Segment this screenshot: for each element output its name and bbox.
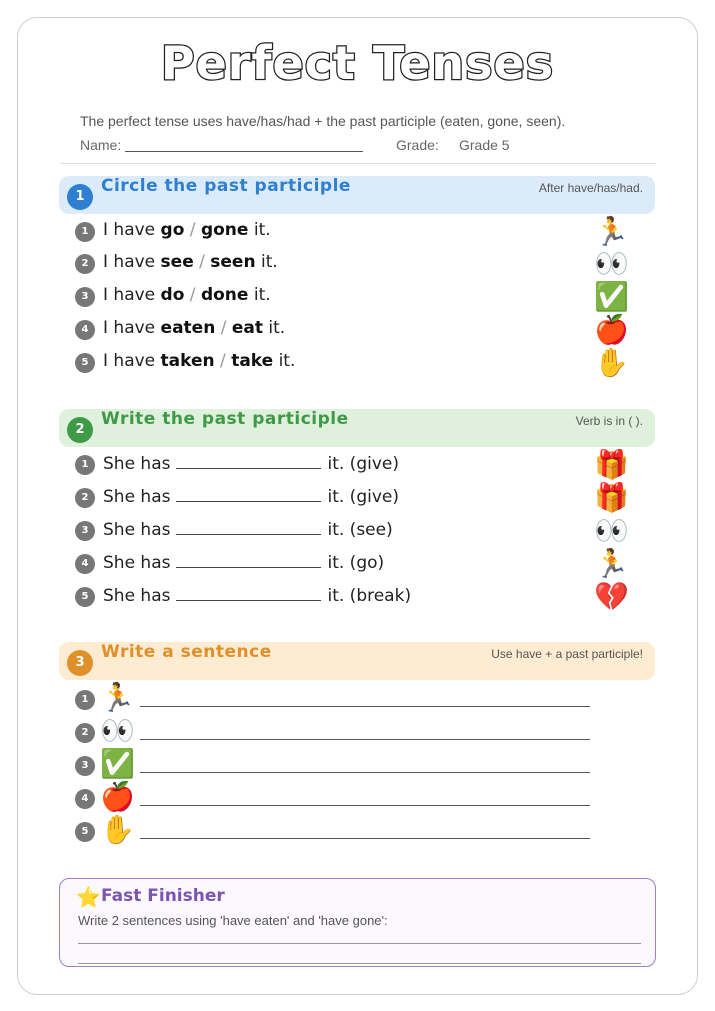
item-sentence	[103, 252, 278, 272]
answer-blank[interactable]	[176, 486, 321, 502]
choice-separator: /	[214, 351, 232, 371]
choice-b[interactable]: done	[200, 285, 249, 305]
answer-blank[interactable]	[176, 585, 321, 601]
choice-a[interactable]: go	[160, 220, 185, 240]
name-label: Name:	[80, 137, 122, 153]
item-number: 5	[75, 822, 95, 842]
item-sentence	[103, 318, 285, 338]
choice-a[interactable]: see	[160, 252, 194, 272]
sentence-end: it.	[263, 318, 286, 338]
sentence-end: it.	[255, 252, 278, 272]
sentence-end: it. (give)	[327, 454, 399, 474]
eyes-icon: 👀	[594, 514, 629, 547]
finisher-title: Fast Finisher	[101, 886, 225, 906]
section-title: Write a sentence	[101, 642, 272, 662]
sentence-start: She has	[103, 553, 171, 573]
sentence-end: it. (give)	[327, 487, 399, 507]
item-sentence	[103, 285, 271, 305]
choice-a[interactable]: eaten	[160, 318, 216, 338]
section-1-header	[59, 176, 655, 214]
sentence-end: it. (break)	[327, 586, 412, 606]
choice-separator: /	[193, 252, 211, 272]
item-number: 2	[75, 254, 95, 274]
item-number: 4	[75, 320, 95, 340]
section-hint: Use have + a past participle!	[491, 647, 643, 661]
item-number: 2	[75, 723, 95, 743]
section-3-header	[59, 642, 655, 680]
item-number: 1	[75, 222, 95, 242]
sentence-end: it. (go)	[327, 553, 385, 573]
sentence-start: She has	[103, 454, 171, 474]
choice-a[interactable]: taken	[160, 351, 215, 371]
sentence-start: I have	[103, 351, 161, 371]
grade-value: Grade 5	[459, 137, 510, 153]
choice-a[interactable]: do	[160, 285, 185, 305]
apple-icon: 🍎	[100, 780, 135, 813]
star-icon: ⭐	[76, 885, 101, 909]
answer-blank[interactable]	[176, 552, 321, 568]
check-mark-icon: ✅	[100, 747, 135, 780]
sentence-start: She has	[103, 586, 171, 606]
section-2-header	[59, 409, 655, 447]
item-number: 3	[75, 756, 95, 776]
item-sentence	[103, 453, 399, 474]
item-sentence	[103, 486, 399, 507]
choice-b[interactable]: take	[231, 351, 274, 371]
finisher-answer-line[interactable]	[78, 963, 641, 964]
section-title: Circle the past participle	[101, 176, 351, 196]
item-number: 2	[75, 488, 95, 508]
section-hint: After have/has/had.	[538, 181, 643, 195]
finisher-answer-line[interactable]	[78, 943, 641, 944]
item-number: 1	[75, 690, 95, 710]
item-sentence	[103, 552, 384, 573]
sentence-answer-line[interactable]	[140, 772, 590, 773]
choice-b[interactable]: gone	[200, 220, 249, 240]
sentence-start: I have	[103, 318, 161, 338]
section-number: 2	[67, 417, 93, 443]
sentence-start: I have	[103, 252, 161, 272]
sentence-end: it.	[248, 220, 271, 240]
eyes-icon: 👀	[100, 714, 135, 747]
sentence-start: I have	[103, 220, 161, 240]
sentence-end: it.	[248, 285, 271, 305]
item-number: 4	[75, 554, 95, 574]
item-number: 5	[75, 587, 95, 607]
running-person-icon: 🏃	[594, 215, 629, 248]
sentence-answer-line[interactable]	[140, 706, 590, 707]
sentence-start: I have	[103, 285, 161, 305]
section-number: 1	[67, 184, 93, 210]
answer-blank[interactable]	[176, 453, 321, 469]
grade-label: Grade:	[396, 137, 439, 153]
check-mark-icon: ✅	[594, 280, 629, 313]
item-number: 3	[75, 521, 95, 541]
item-sentence	[103, 220, 271, 240]
hand-icon: ✋	[100, 813, 135, 846]
running-person-icon: 🏃	[100, 681, 135, 714]
item-sentence	[103, 585, 411, 606]
sentence-end: it. (see)	[327, 520, 393, 540]
gift-icon: 🎁	[594, 481, 629, 514]
item-sentence	[103, 519, 393, 540]
choice-separator: /	[215, 318, 232, 338]
answer-blank[interactable]	[176, 519, 321, 535]
item-number: 3	[75, 287, 95, 307]
choice-b[interactable]: eat	[231, 318, 263, 338]
choice-separator: /	[184, 220, 201, 240]
item-number: 1	[75, 455, 95, 475]
item-number: 4	[75, 789, 95, 809]
intro-text: The perfect tense uses have/has/had + the past participle (eaten, gone, seen).	[80, 113, 566, 129]
section-title: Write the past participle	[101, 409, 349, 429]
eyes-icon: 👀	[594, 247, 629, 280]
running-person-icon: 🏃	[594, 547, 629, 580]
section-hint: Verb is in ( ).	[575, 414, 643, 428]
apple-icon: 🍎	[594, 313, 629, 346]
sentence-end: it.	[273, 351, 296, 371]
finisher-instructions: Write 2 sentences using 'have eaten' and 'have gone':	[78, 913, 388, 928]
broken-heart-icon: 💔	[594, 580, 629, 613]
sentence-answer-line[interactable]	[140, 739, 590, 740]
name-field[interactable]	[125, 151, 363, 152]
page-title: Perfect Tenses	[160, 36, 555, 90]
item-number: 5	[75, 353, 95, 373]
choice-b[interactable]: seen	[210, 252, 256, 272]
hand-icon: ✋	[594, 346, 629, 379]
sentence-start: She has	[103, 520, 171, 540]
choice-separator: /	[184, 285, 201, 305]
fast-finisher-box	[59, 878, 656, 967]
sentence-answer-line[interactable]	[140, 838, 590, 839]
sentence-start: She has	[103, 487, 171, 507]
gift-icon: 🎁	[594, 448, 629, 481]
sentence-answer-line[interactable]	[140, 805, 590, 806]
header-divider	[60, 163, 656, 164]
item-sentence	[103, 351, 295, 371]
section-number: 3	[67, 650, 93, 676]
